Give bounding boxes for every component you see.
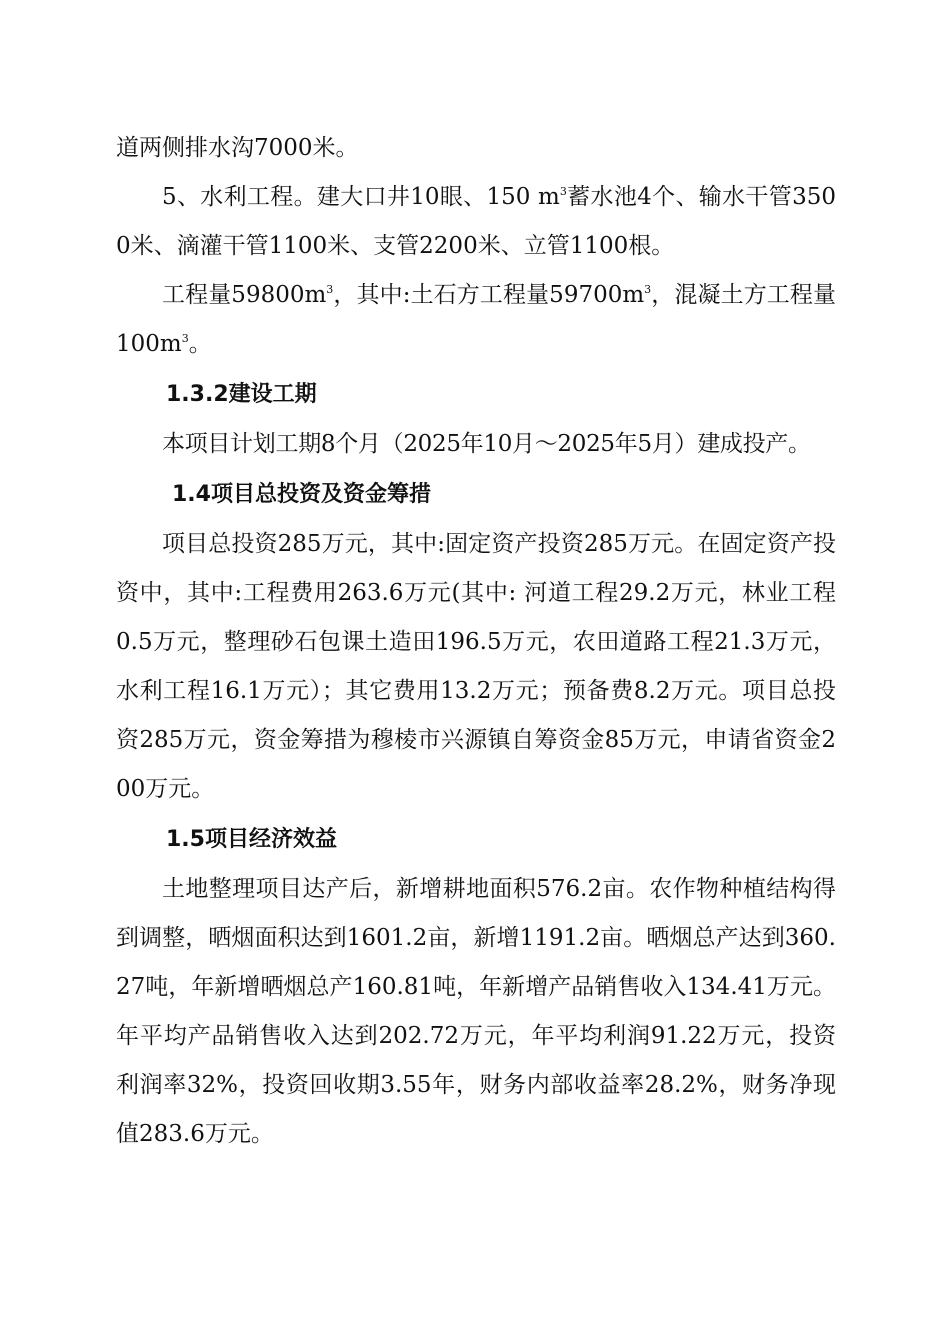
- paragraph-water-works: [116, 173, 836, 271]
- superscript-3: 3: [326, 283, 334, 296]
- heading-construction-period: 1.3.2建设工期: [166, 382, 317, 407]
- paragraph-economic-benefit: 土地整理项目达产后，新增耕地面积576.2亩。农作物种植结构得到调整，晒烟面积达到1601.2亩，新增1191.2亩。晒烟总产达到360.27吨，年新增晒烟总产160.81吨，年新增产品销售收入134.41万元。年平均产品销售收入达到202.72万元，年平均利润91.22万元，投资利润率32%，投资回收期3.55年，财务内部收益率28.2%，财务净现值283.6万元。: [116, 876, 836, 1147]
- water-works-text-a: 5、水利工程。建大口井10眼、150 m: [162, 184, 560, 210]
- superscript-3: 3: [181, 332, 189, 345]
- heading-investment: 1.4项目总投资及资金筹措: [172, 482, 431, 507]
- heading-economic-benefit: 1.5项目经济效益: [166, 827, 337, 852]
- paragraph-construction-period: 本项目计划工期8个月（2025年10月～2025年5月）建成投产。: [162, 431, 811, 457]
- paragraph-investment: 项目总投资285万元，其中:固定资产投资285万元。在固定资产投资中，其中:工程费用263.6万元(其中: 河道工程29.2万元，林业工程0.5万元，整理砂石包课土造田196.5万元，农田道路工程21.3万元，水利工程16.1万元）；其它费用13.2万元；预备费8.2万元。项目总投资285万元，资金筹措为穆棱市兴源镇自筹资金85万元，申请省资金200万元。: [116, 531, 836, 802]
- quantities-text-d: 。: [188, 331, 212, 357]
- superscript-3: 3: [644, 283, 652, 296]
- superscript-3: 3: [559, 185, 567, 198]
- document-body: [116, 124, 836, 1159]
- quantities-text-b: ，其中:土石方工程量59700m: [333, 282, 645, 308]
- water-works-text-b: 蓄水池4个、输水干管3500米、滴灌干管1100米、支管2200米、立管1100根。: [116, 184, 836, 259]
- quantities-text-c: ，混凝土方工程量100m: [116, 282, 837, 357]
- paragraph-quantities: [116, 271, 836, 369]
- paragraph-drainage: 道两侧排水沟7000米。: [116, 135, 359, 161]
- quantities-text-a: 工程量59800m: [162, 282, 327, 308]
